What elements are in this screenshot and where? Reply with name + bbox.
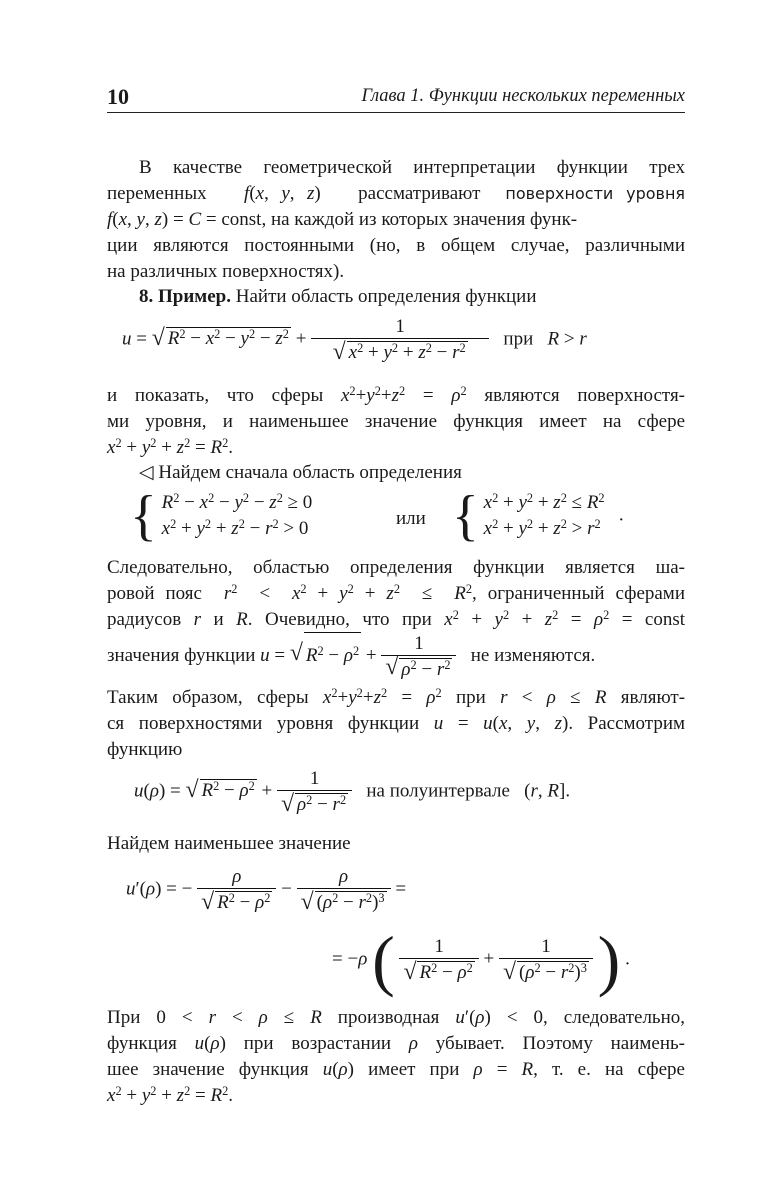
- para4-line1: Таким образом, сферы $x^2+y^2+z^2 = \rho^2$ при r < ρ ≤ R являют-: [107, 685, 686, 708]
- formula-u-rho: u(ρ) = √ $R^2 - \rho^2$ + 1 √ $\rho^2 - r^2$ на полуинтервале (r, R].: [134, 768, 571, 817]
- para1-line4: ции являются постоянными (но, в общем случае, различными: [107, 235, 685, 256]
- formula-u-definition: u = √ $R^2 - x^2 - y^2 - z^2$ + 1 √ $x^2 + y^2 + z^2 - r^2$ при R > r: [122, 316, 587, 365]
- chapter-title: Глава 1. Функции нескольких переменных: [361, 86, 685, 106]
- term-level-surfaces: поверхности уровня: [505, 184, 686, 203]
- system-right: { $x^2 + y^2 + z^2 \le R^2$ $x^2 + y^2 + z^2 > r^2$ .: [452, 485, 624, 547]
- para3-line1: Следовательно, областью определения функции является ша-: [107, 557, 685, 578]
- para1-line2: переменных f(x, y, z) рассматривают поверхности уровня: [107, 183, 686, 204]
- para3-line3: радиусов r и R. Очевидно, что при $x^2 + y^2 + z^2 = \rho^2$ = const: [107, 607, 686, 630]
- example-heading: 8. Пример. Найти область определения функции: [139, 286, 537, 307]
- para1-line3: f(x, y, z) = C = const, на каждой из которых значения функ-: [107, 209, 578, 230]
- para1-line5: на различных поверхностях).: [107, 261, 345, 282]
- header-rule: [107, 112, 685, 113]
- para5-line1: Найдем наименьшее значение: [107, 833, 351, 854]
- para3-line4: значения функции u = √ $R^2 - \rho^2$ + 1 √ $\rho^2 - r^2$ не изменяются.: [107, 632, 596, 680]
- para6-line4: $x^2 + y^2 + z^2 = R^2$.: [107, 1083, 233, 1106]
- para6-line1: При 0 < r < ρ ≤ R производная u′(ρ) < 0, следовательно,: [107, 1007, 686, 1028]
- solution-marker-icon: ◁: [139, 462, 154, 483]
- formula-derivative-line2: = −ρ ( 1 √ $R^2 - \rho^2$ + 1 √ $(\rho^2 - r^2)^3$ ) .: [332, 922, 630, 998]
- para6-line3: шее значение функция u(ρ) имеет при ρ = R, т. е. на сфере: [107, 1059, 685, 1080]
- para4-line2: ся поверхностями уровня функции u = u(x, y, z). Рассмотрим: [107, 713, 686, 734]
- example-label: 8. Пример.: [139, 286, 231, 307]
- formula-derivative-line1: u′(ρ) = − ρ √ $R^2 - \rho^2$ − ρ √ $(\rho^2 - r^2)^3$ =: [126, 866, 407, 915]
- or-word: или: [396, 508, 426, 529]
- solution-start: ◁ Найдем сначала область определения: [139, 462, 462, 483]
- system-left: { $R^2 - x^2 - y^2 - z^2 \ge 0$ $x^2 + y^2 + z^2 - r^2 > 0$: [130, 485, 313, 547]
- para2-line1: и показать, что сферы $x^2+y^2+z^2 = \rho^2$ являются поверхностя-: [107, 383, 686, 406]
- para2-line3: $x^2 + y^2 + z^2 = R^2$.: [107, 435, 233, 458]
- para4-line3: функцию: [107, 739, 183, 760]
- para1-line1: В качестве геометрической интерпретации функции трех: [139, 157, 685, 178]
- page-number: 10: [107, 84, 129, 109]
- para2-line2: ми уровня, и наименьшее значение функция имеет на сфере: [107, 411, 685, 432]
- para3-line2: ровой пояс $r^2 < x^2 + y^2 + z^2 \le R^2$, ограниченный сферами: [107, 581, 686, 604]
- para6-line2: функция u(ρ) при возрастании ρ убывает. Поэтому наимень-: [107, 1033, 686, 1054]
